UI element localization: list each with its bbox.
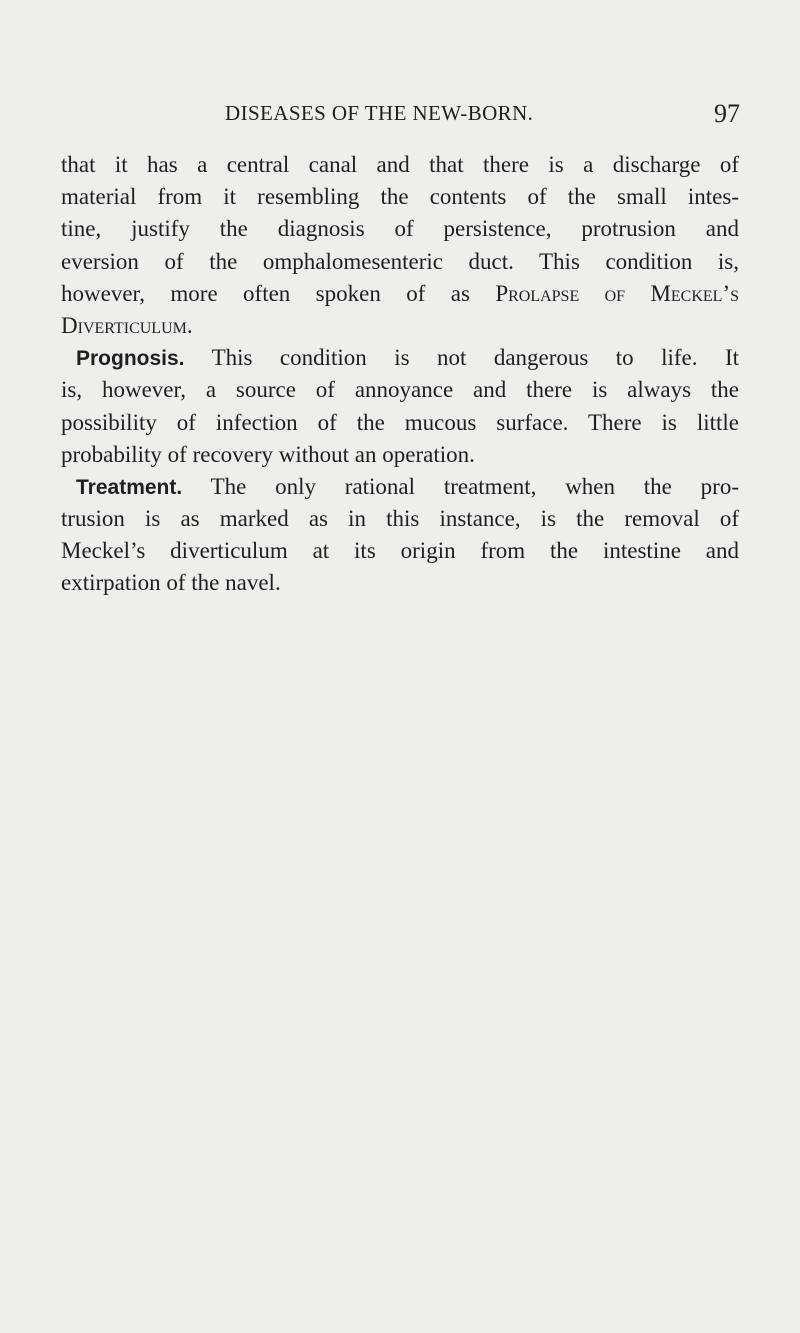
text-fragment: The only rational treatment, when the pro- bbox=[210, 473, 739, 499]
prognosis-heading: Prognosis. bbox=[76, 347, 185, 371]
running-title: DISEASES OF THE NEW-BORN. bbox=[225, 101, 534, 125]
text-line: Meckel’s diverticulum at its origin from the intestine and bbox=[61, 538, 739, 564]
small-caps-term: Prolapse of Meckel’s bbox=[495, 280, 739, 306]
text-line bbox=[61, 342, 739, 374]
text-line bbox=[61, 471, 739, 503]
running-head bbox=[60, 101, 740, 141]
text-line: extirpation of the navel. bbox=[61, 570, 281, 596]
text-line: possibility of infection of the mucous surface. There is little bbox=[61, 409, 739, 435]
text-line: material from it resembling the contents of the small intes- bbox=[61, 184, 739, 210]
text-fragment: however, more often spoken of as bbox=[61, 280, 470, 306]
text-line: probability of recovery without an operation. bbox=[61, 441, 475, 467]
text-line: is, however, a source of annoyance and there is always the bbox=[61, 377, 739, 403]
text-fragment: This condition is not dangerous to life. It bbox=[211, 345, 739, 371]
body-text bbox=[61, 149, 739, 600]
text-line: trusion is as marked as in this instance, is the removal of bbox=[61, 506, 739, 532]
small-caps-term: Diverticulum. bbox=[61, 312, 193, 338]
page-number: 97 bbox=[714, 99, 740, 128]
text-line: eversion of the omphalomesenteric duct. This condition is, bbox=[61, 248, 739, 274]
text-line: that it has a central canal and that there is a discharge of bbox=[61, 152, 739, 177]
text-line bbox=[61, 278, 739, 310]
treatment-heading: Treatment. bbox=[76, 475, 183, 499]
text-line: tine, justify the diagnosis of persistence, protrusion and bbox=[61, 216, 739, 242]
text-line bbox=[61, 310, 739, 342]
